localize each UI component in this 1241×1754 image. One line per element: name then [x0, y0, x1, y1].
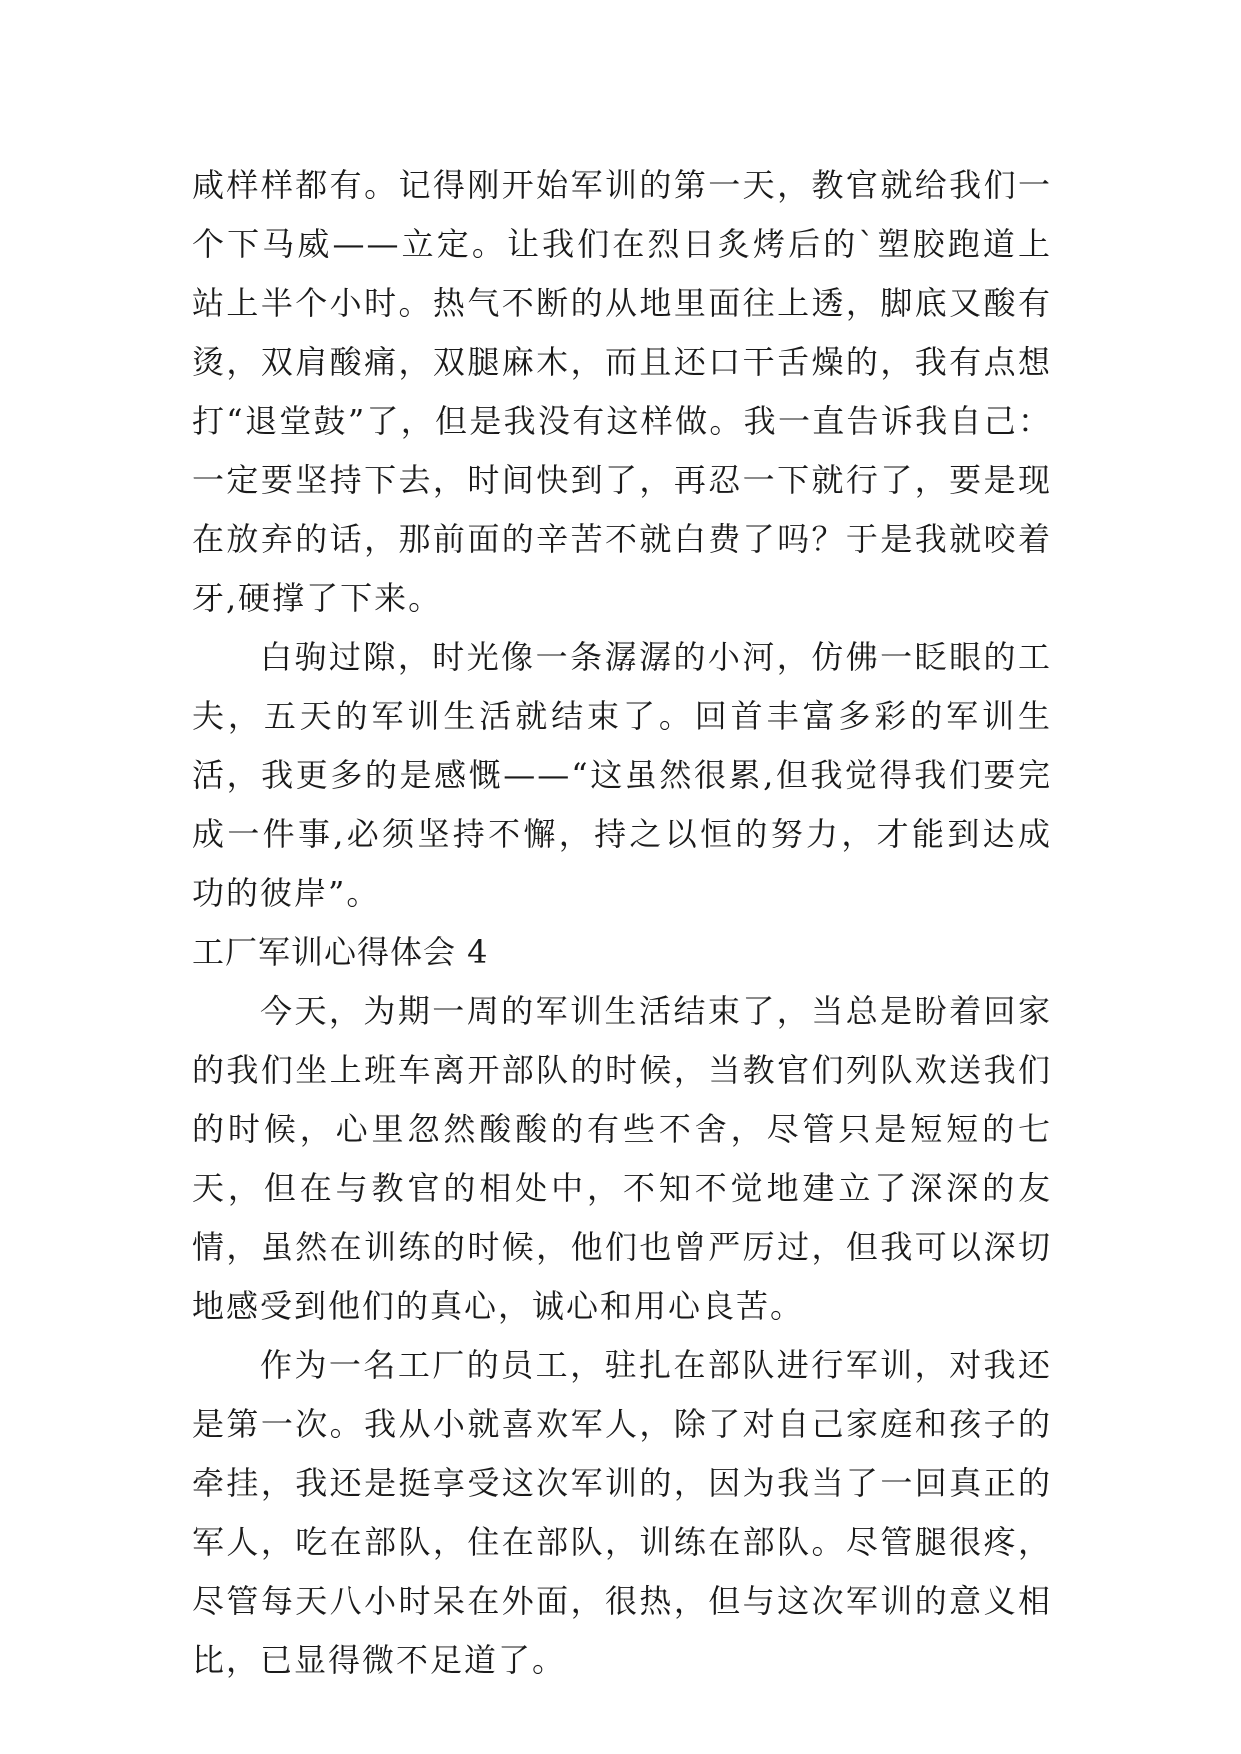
section-heading: 工厂军训心得体会 4: [192, 933, 489, 971]
document-body: [192, 156, 1052, 1690]
paragraph-3: 今天，为期一周的军训生活结束了，当总是盼着回家的我们坐上班车离开部队的时候，当教官们列队欢送我们的时候，心里忽然酸酸的有些不舍，尽管只是短短的七天，但在与教官的相处中，不知不觉地建立了深深的友情，虽然在训练的时候，他们也曾严厉过，但我可以深切地感受到他们的真心，诚心和用心良苦。: [192, 992, 1052, 1325]
paragraph-4: 作为一名工厂的员工，驻扎在部队进行军训，对我还是第一次。我从小就喜欢军人，除了对自己家庭和孩子的牵挂，我还是挺享受这次军训的，因为我当了一回真正的军人，吃在部队，住在部队，训练在部队。尽管腿很疼，尽管每天八小时呆在外面，很热，但与这次军训的意义相比，已显得微不足道了。: [192, 1346, 1052, 1679]
paragraph-2: 白驹过隙，时光像一条潺潺的小河，仿佛一眨眼的工夫，五天的军训生活就结束了。回首丰富多彩的军训生活，我更多的是感慨——“这虽然很累,但我觉得我们要完成一件事,必须坚持不懈，持之以恒的努力，才能到达成功的彼岸”。: [192, 638, 1052, 912]
paragraph-1: 咸样样都有。记得刚开始军训的第一天，教官就给我们一个下马威——立定。让我们在烈日炙烤后的`塑胶跑道上站上半个小时。热气不断的从地里面往上透，脚底又酸有烫，双肩酸痛，双腿麻木，而且还口干舌燥的，我有点想打“退堂鼓”了，但是我没有这样做。我一直告诉我自己：一定要坚持下去，时间快到了，再忍一下就行了，要是现在放弃的话，那前面的辛苦不就白费了吗？于是我就咬着牙,硬撑了下来。: [192, 166, 1052, 617]
